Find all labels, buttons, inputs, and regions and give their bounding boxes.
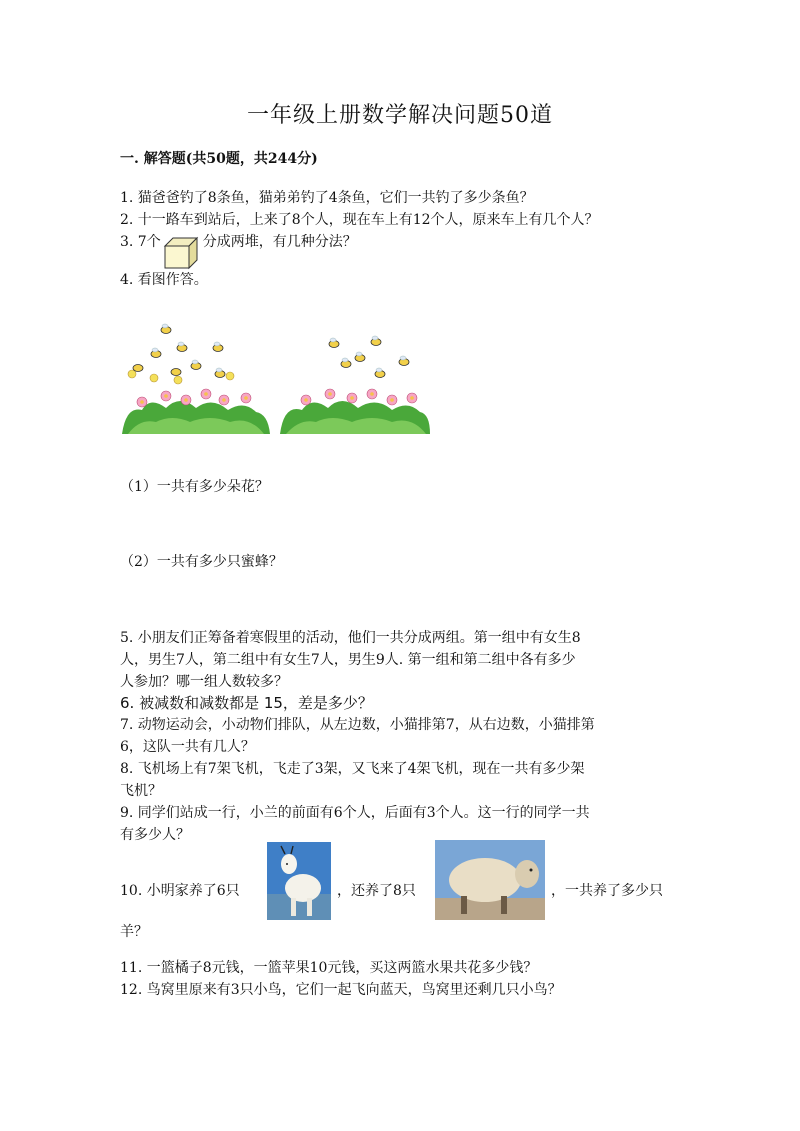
question-12: 12. 鸟窝里原来有3只小鸟，它们一起飞向蓝天，鸟窝里还剩几只小鸟？ — [120, 982, 562, 998]
question-7-line-2: 6，这队一共有几人？ — [120, 739, 255, 755]
question-3 — [120, 232, 357, 252]
question-5-line-3: 人参加？哪一组人数较多？ — [120, 674, 288, 690]
question-10-text-d: 羊？ — [120, 924, 148, 940]
question-9-line-1: 9. 同学们站成一行，小兰的前面有6个人，后面有3个人。这一行的同学一共 — [120, 805, 590, 821]
question-10-text-a: 10. 小明家养了6只 — [120, 883, 240, 899]
sheep-picture — [435, 840, 545, 920]
question-2: 2. 十一路车到站后，上来了8个人，现在车上有12个人，原来车上有几个人？ — [120, 212, 599, 228]
flowers-bees-illustration — [120, 318, 432, 436]
cube-icon — [163, 236, 199, 270]
question-5-line-2: 人，男生7人，第二组中有女生7人，男生9人. 第一组和第二组中各有多少 — [120, 652, 576, 668]
question-9-line-2: 有多少人？ — [120, 827, 190, 843]
right-flower-bush — [280, 389, 430, 434]
bee-group — [133, 327, 409, 378]
question-7-line-1: 7. 动物运动会，小动物们排队，从左边数，小猫排第7，从右边数，小猫排第 — [120, 717, 595, 733]
question-8-line-1: 8. 飞机场上有7架飞机，飞走了3架，又飞来了4架飞机，现在一共有多少架 — [120, 761, 585, 777]
question-5-line-1: 5. 小朋友们正筹备着寒假里的活动，他们一共分成两组。第一组中有女生8 — [120, 630, 581, 646]
goat-picture — [267, 842, 331, 920]
question-8-line-2: 飞机？ — [120, 783, 162, 799]
question-4-part-2: （2）一共有多少只蜜蜂？ — [120, 554, 283, 570]
question-10-text-c: ，一共养了多少只 — [551, 883, 663, 899]
section-heading: 一. 解答题(共50题，共244分) — [120, 151, 318, 167]
question-6: 6. 被减数和减数都是 15，差是多少？ — [120, 694, 373, 712]
question-10-text-b: ，还养了8只 — [337, 883, 416, 899]
page-title: 一年级上册数学解决问题50道 — [247, 103, 553, 128]
question-3-text-a: 3. 7个 — [120, 234, 161, 250]
question-1: 1. 猫爸爸钓了8条鱼，猫弟弟钓了4条鱼，它们一共钓了多少条鱼？ — [120, 190, 534, 206]
question-4-part-1: （1）一共有多少朵花？ — [120, 479, 269, 495]
question-3-text-b: 分成两堆，有几种分法？ — [202, 234, 357, 250]
question-4: 4. 看图作答。 — [120, 272, 208, 288]
question-11: 11. 一篮橘子8元钱，一篮苹果10元钱，买这两篮水果共花多少钱？ — [120, 960, 538, 976]
left-flower-bush — [122, 370, 270, 434]
